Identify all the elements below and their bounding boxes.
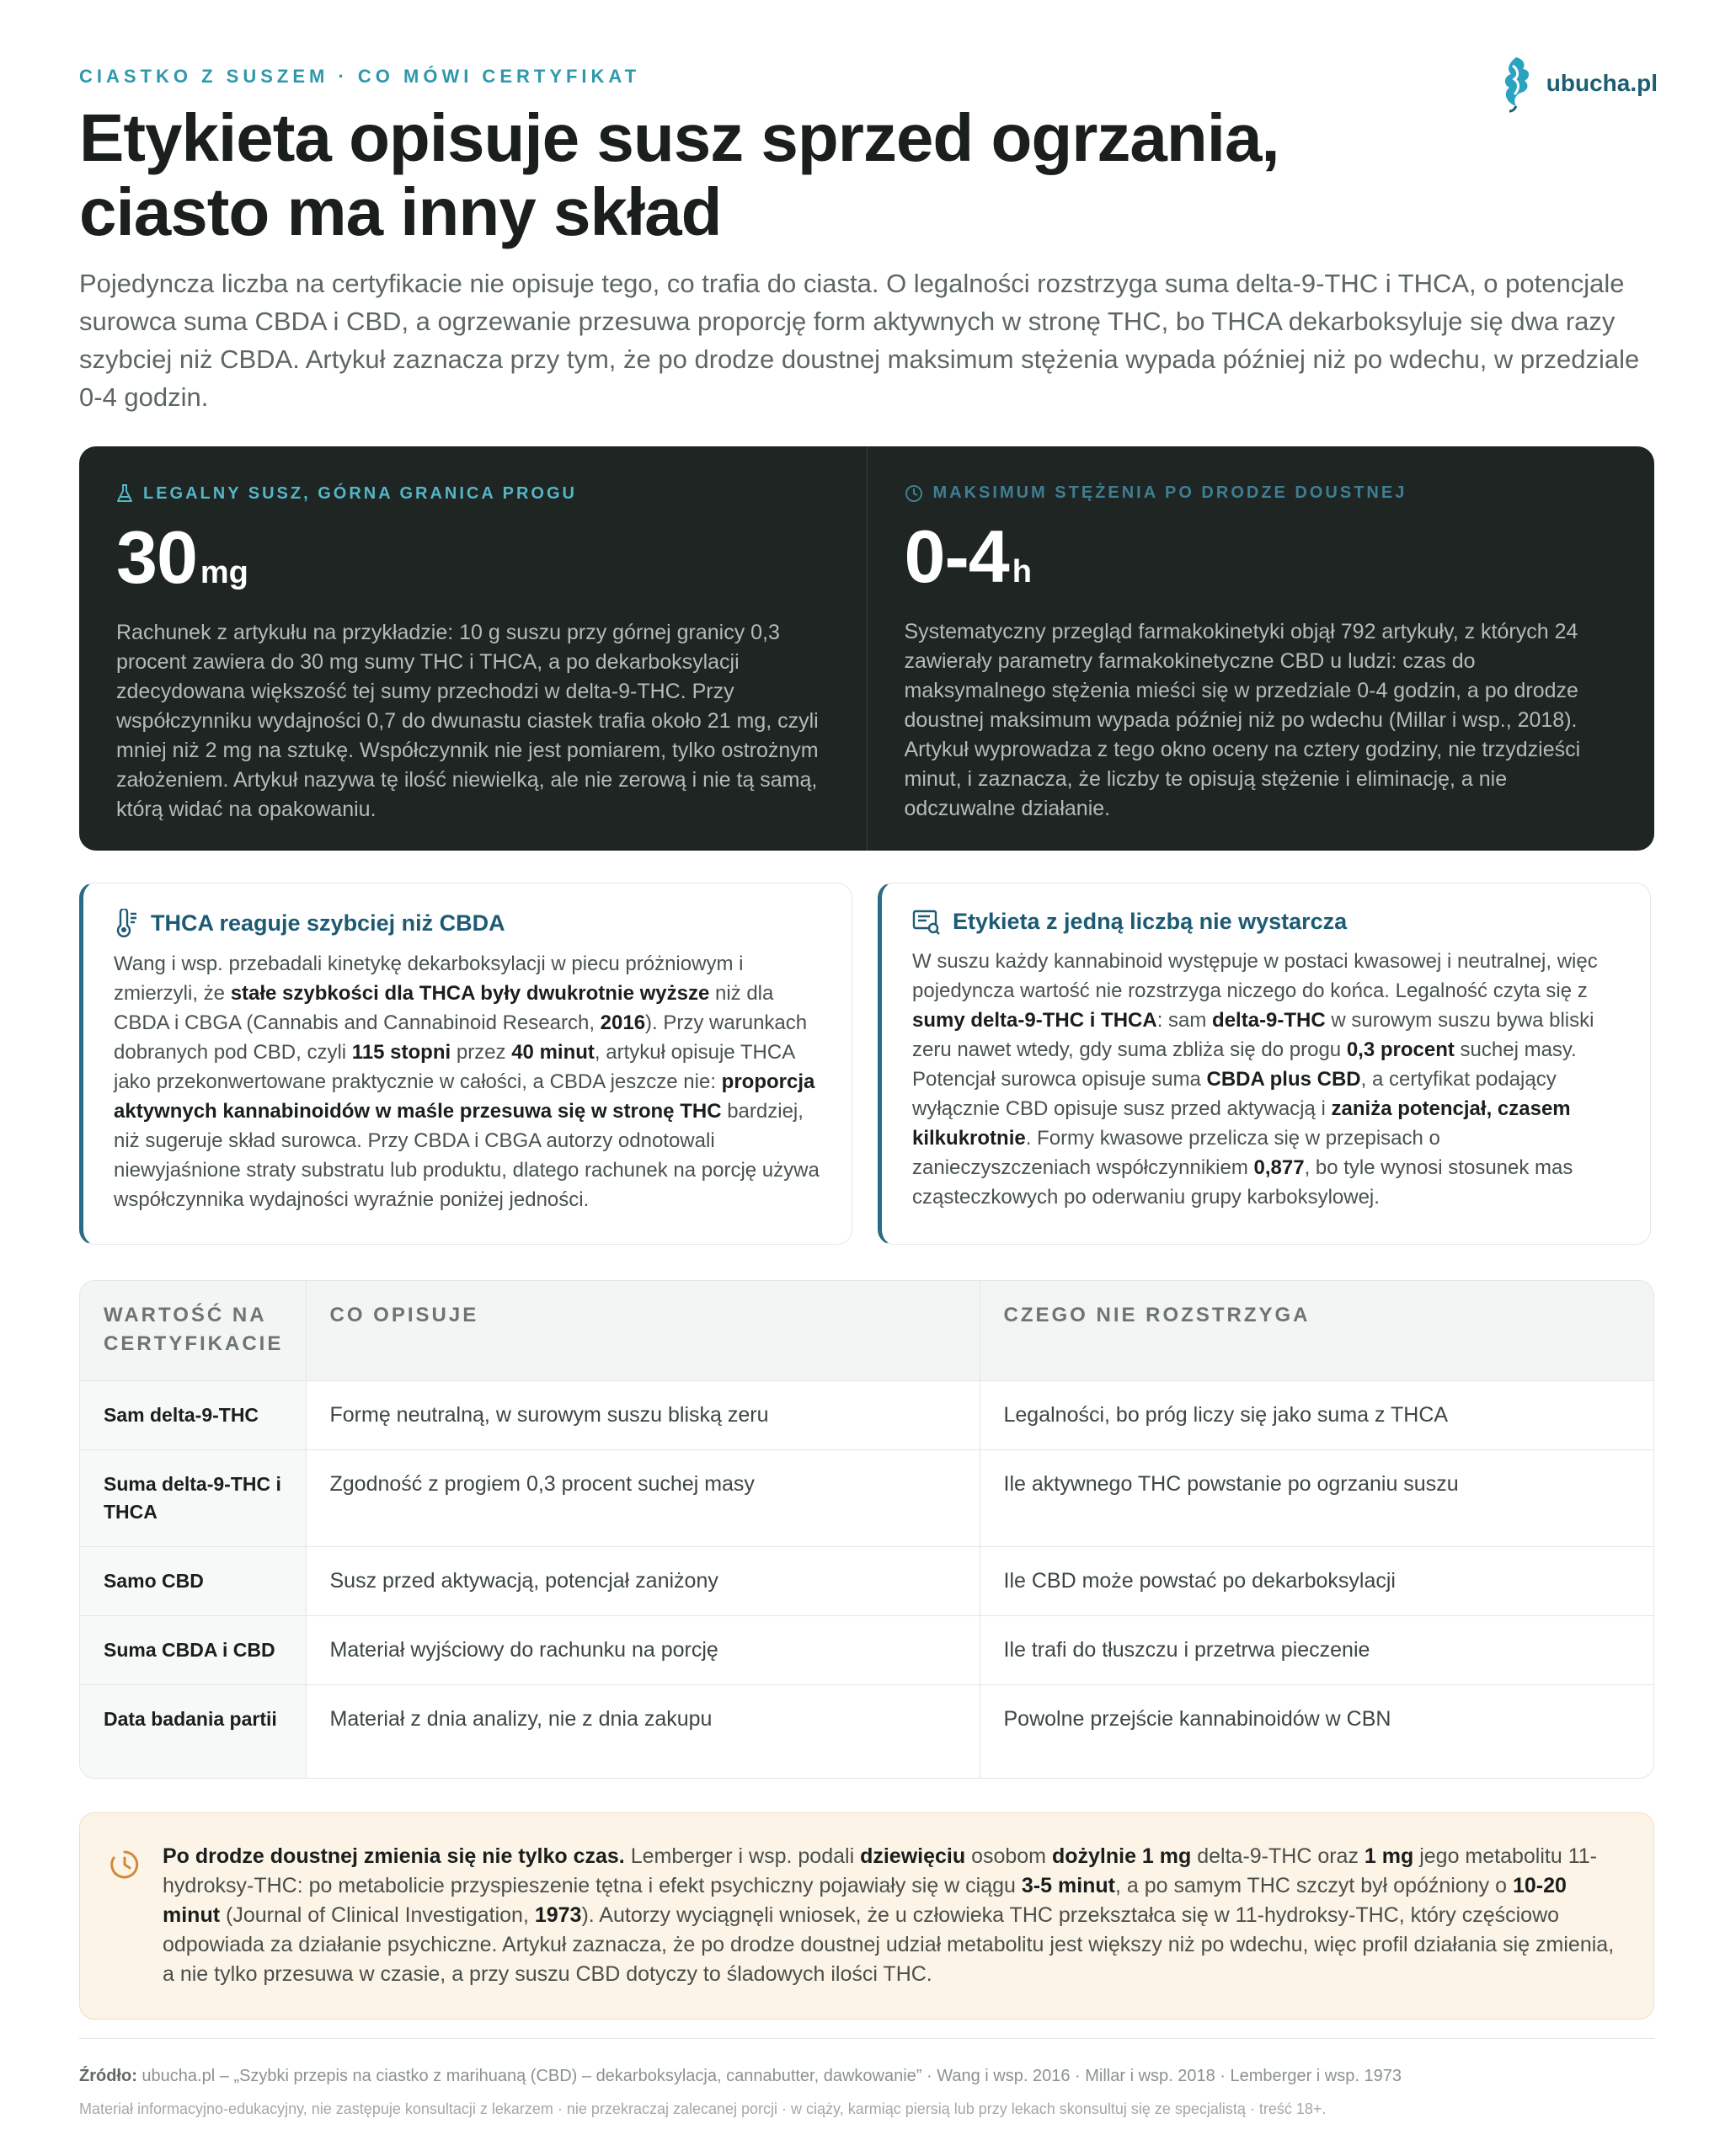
stats-panel bbox=[79, 446, 1654, 851]
stat-legal-threshold bbox=[79, 446, 867, 851]
text-run: ). Autorzy wyciągnęli wniosek, że u człowieka THC przekształca się w 11-hydroksy-THC, który częściowo odpowiada za działanie psychiczne. Artykuł zaznacza, że po drodze doustnej udział metabolitu jest większy niż po wdechu, więc profil działania się zmienia, a nie tylko przesuwa w czasie, a przy suszu CBD dotyczy to śladowych ilości THC. bbox=[163, 1903, 1615, 1986]
lead-paragraph: Pojedyncza liczba na certyfikacie nie opisuje tego, co trafia do ciasta. O legalności rozstrzyga suma delta-9-THC i THCA, o potencjale surowca suma CBDA i CBD, a ogrzewanie przesuwa proporcję form aktywnych w stronę THC, bo THCA dekarboksyluje się dwa razy szybciej niż CBDA. Artykuł zaznacza przy tym, że po drodze doustnej maksimum stężenia wypada później niż po wdechu, w przedziale 0-4 godzin. bbox=[79, 269, 1640, 412]
table-row bbox=[80, 1380, 1653, 1449]
row-key: Suma delta-9-THC i THCA bbox=[80, 1449, 306, 1546]
bold-run: zaniża potencjał, czasem kilkukrotnie bbox=[912, 1097, 1571, 1150]
source-label: Źródło: bbox=[79, 2067, 137, 2085]
thermometer-icon bbox=[114, 909, 139, 937]
card-body bbox=[114, 949, 823, 1214]
bold-run: delta-9-THC bbox=[1212, 1009, 1326, 1032]
card-title bbox=[114, 909, 823, 937]
text-run: , a certyfikat podający wyłącznie CBD opisuje susz przed aktywacją i bbox=[912, 1068, 1557, 1120]
bold-run: 1 mg bbox=[1364, 1844, 1414, 1868]
text-run: . Formy kwasowe przelicza się w przepisach o zanieczyszczeniach współczynnikiem bbox=[912, 1127, 1440, 1179]
page-title bbox=[79, 101, 1427, 249]
cell-not-resolved: Ile trafi do tłuszczu i przetrwa pieczenie bbox=[980, 1615, 1653, 1684]
stat-value bbox=[116, 515, 830, 599]
stat-number: 30 bbox=[116, 515, 197, 599]
note-body bbox=[163, 1842, 1616, 1989]
title-line-1: Etykieta opisuje susz sprzed ogrzania, bbox=[79, 100, 1279, 175]
bold-run: 0,3 procent bbox=[1346, 1038, 1455, 1061]
text-run: W suszu każdy kannabinoid występuje w postaci kwasowej i neutralnej, więc pojedyncza wartość nie rozstrzyga niczego do końca. Legalność czyta się z bbox=[912, 950, 1598, 1002]
row-key: Sam delta-9-THC bbox=[80, 1380, 306, 1449]
stat-label bbox=[905, 483, 1618, 503]
column-header: CZEGO NIE ROZSTRZYGA bbox=[980, 1281, 1653, 1380]
cell-not-resolved: Ile aktywnego THC powstanie po ogrzaniu suszu bbox=[980, 1449, 1653, 1546]
text-run: : sam bbox=[1156, 1009, 1213, 1032]
table bbox=[80, 1281, 1653, 1779]
bold-run: 3-5 minut bbox=[1021, 1874, 1116, 1897]
oral-route-note bbox=[79, 1812, 1654, 2020]
certificate-list-icon bbox=[912, 910, 941, 935]
clock-icon bbox=[109, 1849, 141, 1881]
text-run: (Journal of Clinical Investigation, bbox=[220, 1903, 535, 1927]
text-run: delta-9-THC oraz bbox=[1191, 1844, 1365, 1868]
bold-run: 0,877 bbox=[1253, 1156, 1305, 1179]
cell-not-resolved: Ile CBD może powstać po dekarboksylacji bbox=[980, 1546, 1653, 1615]
bold-run: 1973 bbox=[534, 1903, 582, 1927]
card-thca-faster bbox=[79, 883, 852, 1245]
text-run: w surowym suszu bywa bliski zeru nawet wtedy, gdy suma zbliża się do progu bbox=[912, 1009, 1594, 1061]
kicker: CIASTKO Z SUSZEM · CO MÓWI CERTYFIKAT bbox=[79, 66, 641, 87]
bold-run: dożylnie 1 mg bbox=[1051, 1844, 1192, 1868]
text-run: , artykuł opisuje THCA jako przekonwertowane praktycznie w całości, a CBDA jeszcze nie: bbox=[114, 1041, 794, 1093]
stat-label bbox=[116, 483, 830, 504]
stat-label-text: MAKSIMUM STĘŻENIA PO DRODZE DOUSTNEJ bbox=[932, 483, 1407, 502]
text-run: , bo tyle wynosi stosunek mas cząsteczkowych po oderwaniu grupy karboksylowej. bbox=[912, 1156, 1573, 1209]
bold-run: proporcja aktywnych kannabinoidów w maśle przesuwa się w stronę THC bbox=[114, 1070, 815, 1123]
text-run: bardziej, niż sugeruje skład surowca. Przy CBDA i CBGA autorzy odnotowali niewyjaśnione straty substratu lub produktu, dlatego rachunek na porcję używa współczynnika wydajności wyraźnie poniżej jedności. bbox=[114, 1100, 820, 1211]
table-row bbox=[80, 1615, 1653, 1684]
stat-unit: h bbox=[1012, 554, 1032, 590]
text-run: osobom bbox=[965, 1844, 1052, 1868]
bold-run: 40 minut bbox=[511, 1041, 595, 1064]
certificate-values-table bbox=[79, 1280, 1654, 1779]
text-run: przez bbox=[451, 1041, 512, 1064]
cell-describes: Materiał wyjściowy do rachunku na porcję bbox=[306, 1615, 980, 1684]
table-header-row bbox=[80, 1281, 1653, 1380]
bold-run: CBDA plus CBD bbox=[1206, 1068, 1361, 1091]
brand-name: ubucha.pl bbox=[1546, 70, 1658, 96]
row-key: Data badania partii bbox=[80, 1684, 306, 1779]
text-run: niż dla CBDA i CBGA (Cannabis and Cannabinoid Research, bbox=[114, 982, 774, 1034]
stat-number: 0-4 bbox=[904, 515, 1009, 598]
text-run: jego metabolitu 11-hydroksy-THC: po metabolicie przyspieszenie tętna i efekt psychiczny pojawiały się w ciągu bbox=[163, 1844, 1597, 1897]
source-text: ubucha.pl – „Szybki przepis na ciastko z marihuaną (CBD) – dekarboksylacja, cannabutter, dawkowanie” · Wang i wsp. 2016 · Millar i wsp. 2018 · Lemberger i wsp. 1973 bbox=[136, 2067, 1402, 2085]
table-row bbox=[80, 1546, 1653, 1615]
cell-not-resolved: Legalności, bo próg liczy się jako suma z THCA bbox=[980, 1380, 1653, 1449]
bold-run: dziewięciu bbox=[860, 1844, 966, 1868]
cell-describes: Formę neutralną, w surowym suszu bliską zeru bbox=[306, 1380, 980, 1449]
card-title bbox=[912, 909, 1621, 935]
text-run: Wang i wsp. przebadali kinetykę dekarboksylacji w piecu próżniowym i zmierzyli, że bbox=[114, 953, 744, 1005]
cell-not-resolved: Powolne przejście kannabinoidów w CBN bbox=[980, 1684, 1653, 1779]
source-line bbox=[79, 2067, 1402, 2086]
cell-describes: Zgodność z progiem 0,3 procent suchej masy bbox=[306, 1449, 980, 1546]
row-key: Samo CBD bbox=[80, 1546, 306, 1615]
title-line-2: ciasto ma inny skład bbox=[79, 174, 722, 249]
bold-run: 115 stopni bbox=[351, 1041, 451, 1064]
ubucha-logo-icon bbox=[1494, 54, 1538, 113]
table-row bbox=[80, 1449, 1653, 1546]
text-run: Lemberger i wsp. podali bbox=[624, 1844, 861, 1868]
row-key: Suma CBDA i CBD bbox=[80, 1615, 306, 1684]
footer-divider bbox=[79, 2038, 1654, 2039]
clock-icon bbox=[905, 484, 923, 503]
disclaimer: Materiał informacyjno-edukacyjny, nie zastępuje konsultacji z lekarzem · nie przekraczaj zalecanej porcji · w ciąży, karmiąc piersią lub przy lekach skonsultuj się ze specjalistą · treść 18+. bbox=[79, 2100, 1327, 2117]
text-run: suchej masy. Potencjał surowca opisuje suma bbox=[912, 1038, 1577, 1091]
flask-icon bbox=[116, 483, 133, 504]
stat-value bbox=[904, 515, 1618, 598]
brand-logo[interactable] bbox=[1494, 54, 1658, 113]
table-row bbox=[80, 1684, 1653, 1779]
card-title-text: THCA reaguje szybciej niż CBDA bbox=[151, 910, 505, 936]
stat-peak-concentration bbox=[867, 446, 1655, 851]
card-body bbox=[912, 947, 1621, 1212]
bold-run: 10-20 minut bbox=[163, 1874, 1567, 1927]
text-run: , a po samym THC szczyt był opóźniony o bbox=[1115, 1874, 1513, 1897]
stat-description: Rachunek z artykułu na przykładzie: 10 g suszu przy górnej granicy 0,3 procent zawiera do 30 mg sumy THC i THCA, a po dekarboksylacji zdecydowana większość tej sumy przechodzi w delta-9-THC. Przy współczynniku wydajności 0,7 do dwunastu ciastek trafia około 21 mg, czyli mniej niż 2 mg na sztukę. Współczynnik nie jest pomiarem, tylko ostrożnym założeniem. Artykuł nazywa tę ilość niewielką, ale nie zerową i nie tą samą, którą widać na opakowaniu. bbox=[116, 621, 819, 821]
bold-run: 2016 bbox=[600, 1011, 646, 1034]
bold-run: stałe szybkości dla THCA były dwukrotnie wyższe bbox=[230, 982, 710, 1005]
bold-run: sumy delta-9-THC i THCA bbox=[912, 1009, 1157, 1032]
stat-description: Systematyczny przegląd farmakokinetyki objął 792 artykuły, z których 24 zawierały parametry farmakokinetyczne CBD u ludzi: czas do maksymalnego stężenia mieści się w przedziale 0-4 godzin, a po drodze doustnej maksimum wypada później niż po wdechu (Millar i wsp., 2018). Artykuł wyprowadza z tego okno oceny na cztery godziny, nie trzydzieści minut, i zaznacza, że liczby te opisują stężenie i eliminację, a nie odczuwalne działanie. bbox=[904, 620, 1581, 820]
cell-describes: Susz przed aktywacją, potencjał zaniżony bbox=[306, 1546, 980, 1615]
bold-run: Po drodze doustnej zmienia się nie tylko czas. bbox=[163, 1844, 625, 1868]
column-header: CO OPISUJE bbox=[306, 1281, 980, 1380]
stat-label-text: LEGALNY SUSZ, GÓRNA GRANICA PROGU bbox=[143, 483, 577, 503]
cell-describes: Materiał z dnia analizy, nie z dnia zakupu bbox=[306, 1684, 980, 1779]
card-title-text: Etykieta z jedną liczbą nie wystarcza bbox=[953, 909, 1348, 934]
card-single-number bbox=[878, 883, 1651, 1245]
text-run: ). Przy warunkach dobranych pod CBD, czyli bbox=[114, 1011, 808, 1064]
column-header: WARTOŚĆ NA CERTYFIKACIE bbox=[80, 1281, 306, 1380]
stat-unit: mg bbox=[200, 555, 248, 590]
